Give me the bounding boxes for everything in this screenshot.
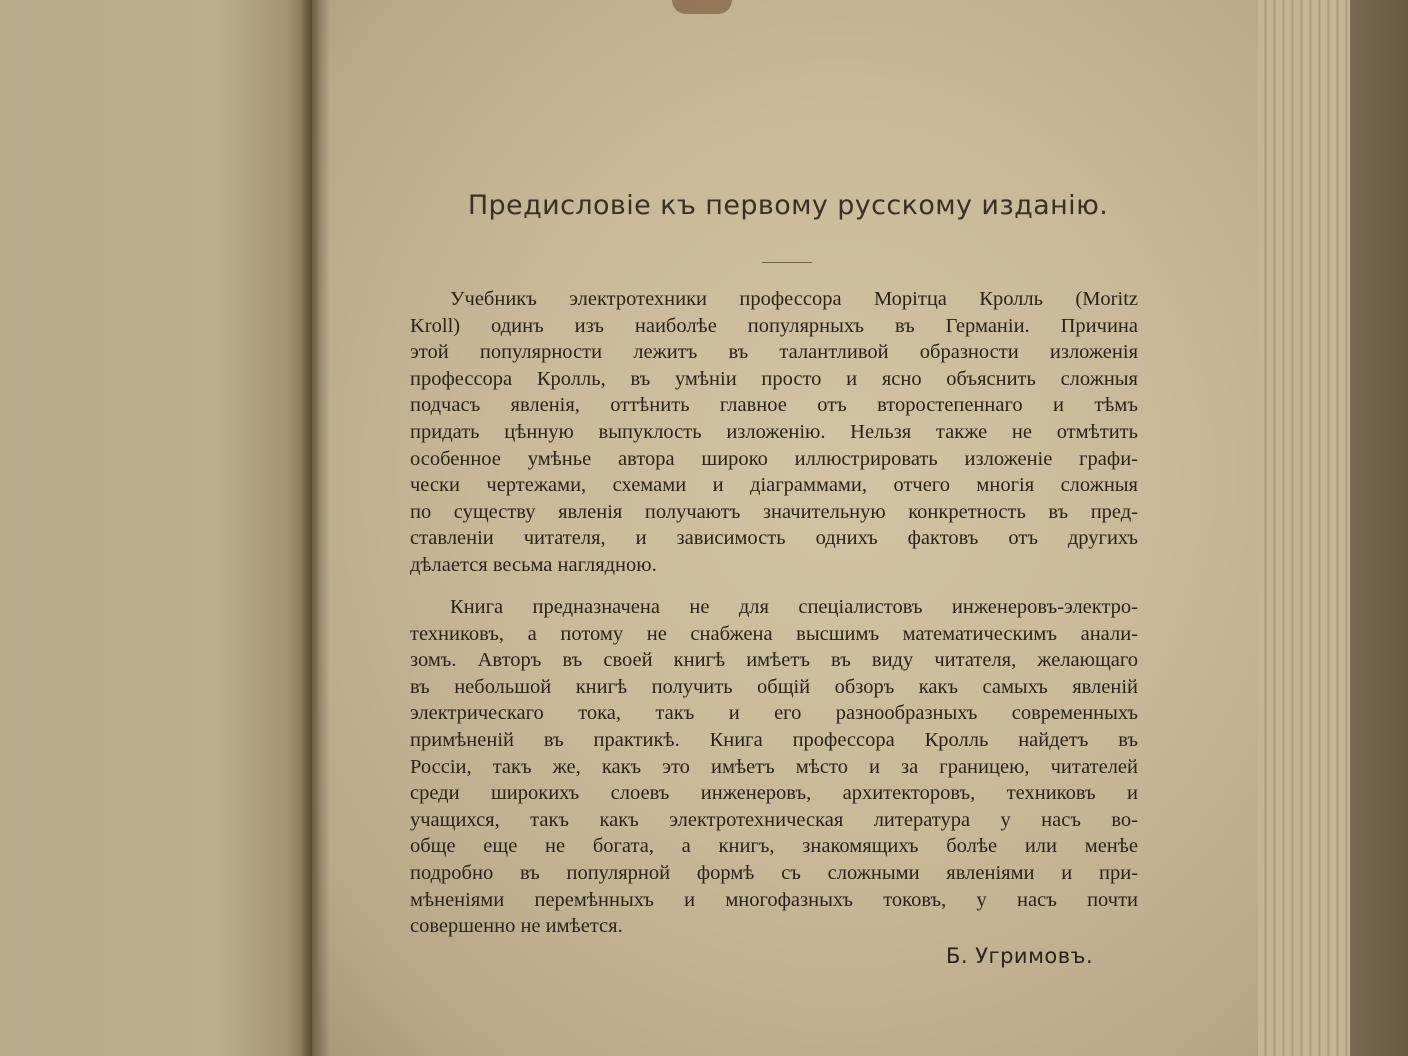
text-line: подчасъ явленія, оттѣнить главное отъ второстепеннаго и тѣмъ (410, 394, 1138, 417)
text-line: по существу явленія получаютъ значительную конкретность въ пред- (410, 500, 1138, 523)
text-line: ставленіи читателя, и зависимость однихъ фактовъ отъ другихъ (410, 527, 1138, 550)
text-line: совершенно не имѣется. (410, 915, 623, 938)
table-surface (1350, 0, 1408, 1056)
text-line: особенное умѣнье автора широко иллюстрировать изложеніе графи- (410, 447, 1138, 470)
paragraph-2 (410, 594, 1138, 940)
page-edges (1258, 0, 1358, 1056)
text-line: учащихся, такъ какъ электротехническая литература у насъ во- (410, 808, 1138, 831)
text-line: подробно въ популярной формѣ съ сложными явленіями и при- (410, 861, 1138, 884)
text-line: среди широкихъ слоевъ инженеровъ, архитекторовъ, техниковъ и (410, 782, 1138, 805)
text-line: мѣненіями перемѣнныхъ и многофазныхъ токовъ, у насъ почти (410, 888, 1138, 911)
paragraph-1 (410, 286, 1138, 579)
text-line: этой популярности лежитъ въ талантливой образности изложенія (410, 341, 1138, 364)
text-line: Учебникъ электротехники профессора Морітца Кролль (Moritz (450, 288, 1138, 310)
text-line: придать цѣнную выпуклость изложенію. Нельзя также не отмѣтить (410, 420, 1138, 443)
text-line: обще еще не богата, а книгъ, знакомящихъ болѣе или менѣе (410, 835, 1138, 858)
text-line: примѣненій въ практикѣ. Книга профессора Кролль найдетъ въ (410, 728, 1138, 751)
page-title: Предисловіе къ первому русскому изданію. (467, 190, 1109, 221)
author-signature: Б. Угримовъ. (946, 944, 1094, 968)
text-line: зомъ. Авторъ въ своей книгѣ имѣетъ въ виду читателя, желающаго (410, 649, 1138, 672)
text-line: чески чертежами, схемами и діаграммами, отчего многія сложныя (410, 474, 1138, 497)
text-line: дѣлается весьма наглядною. (410, 553, 657, 576)
left-page (0, 0, 312, 1056)
book-gutter (300, 0, 330, 1056)
text-line: Kroll) одинъ изъ наиболѣе популярныхъ въ Германіи. Причина (410, 314, 1138, 337)
text-line: профессора Кролль, въ умѣніи просто и ясно объяснить сложныя (410, 367, 1138, 390)
text-line: Книга предназначена не для спеціалистовъ инженеровъ-электро- (450, 596, 1138, 618)
text-line: техниковъ, а потому не снабжена высшимъ математическимъ анали- (410, 622, 1138, 645)
text-line: Россіи, такъ же, какъ это имѣетъ мѣсто и за границею, читателей (410, 755, 1138, 778)
page-stain (672, 0, 732, 14)
title-divider (762, 262, 812, 263)
text-line: въ небольшой книгѣ получить общій обзоръ какъ самыхъ явленій (410, 675, 1138, 698)
text-line: электрическаго тока, такъ и его разнообразныхъ современныхъ (410, 702, 1138, 725)
